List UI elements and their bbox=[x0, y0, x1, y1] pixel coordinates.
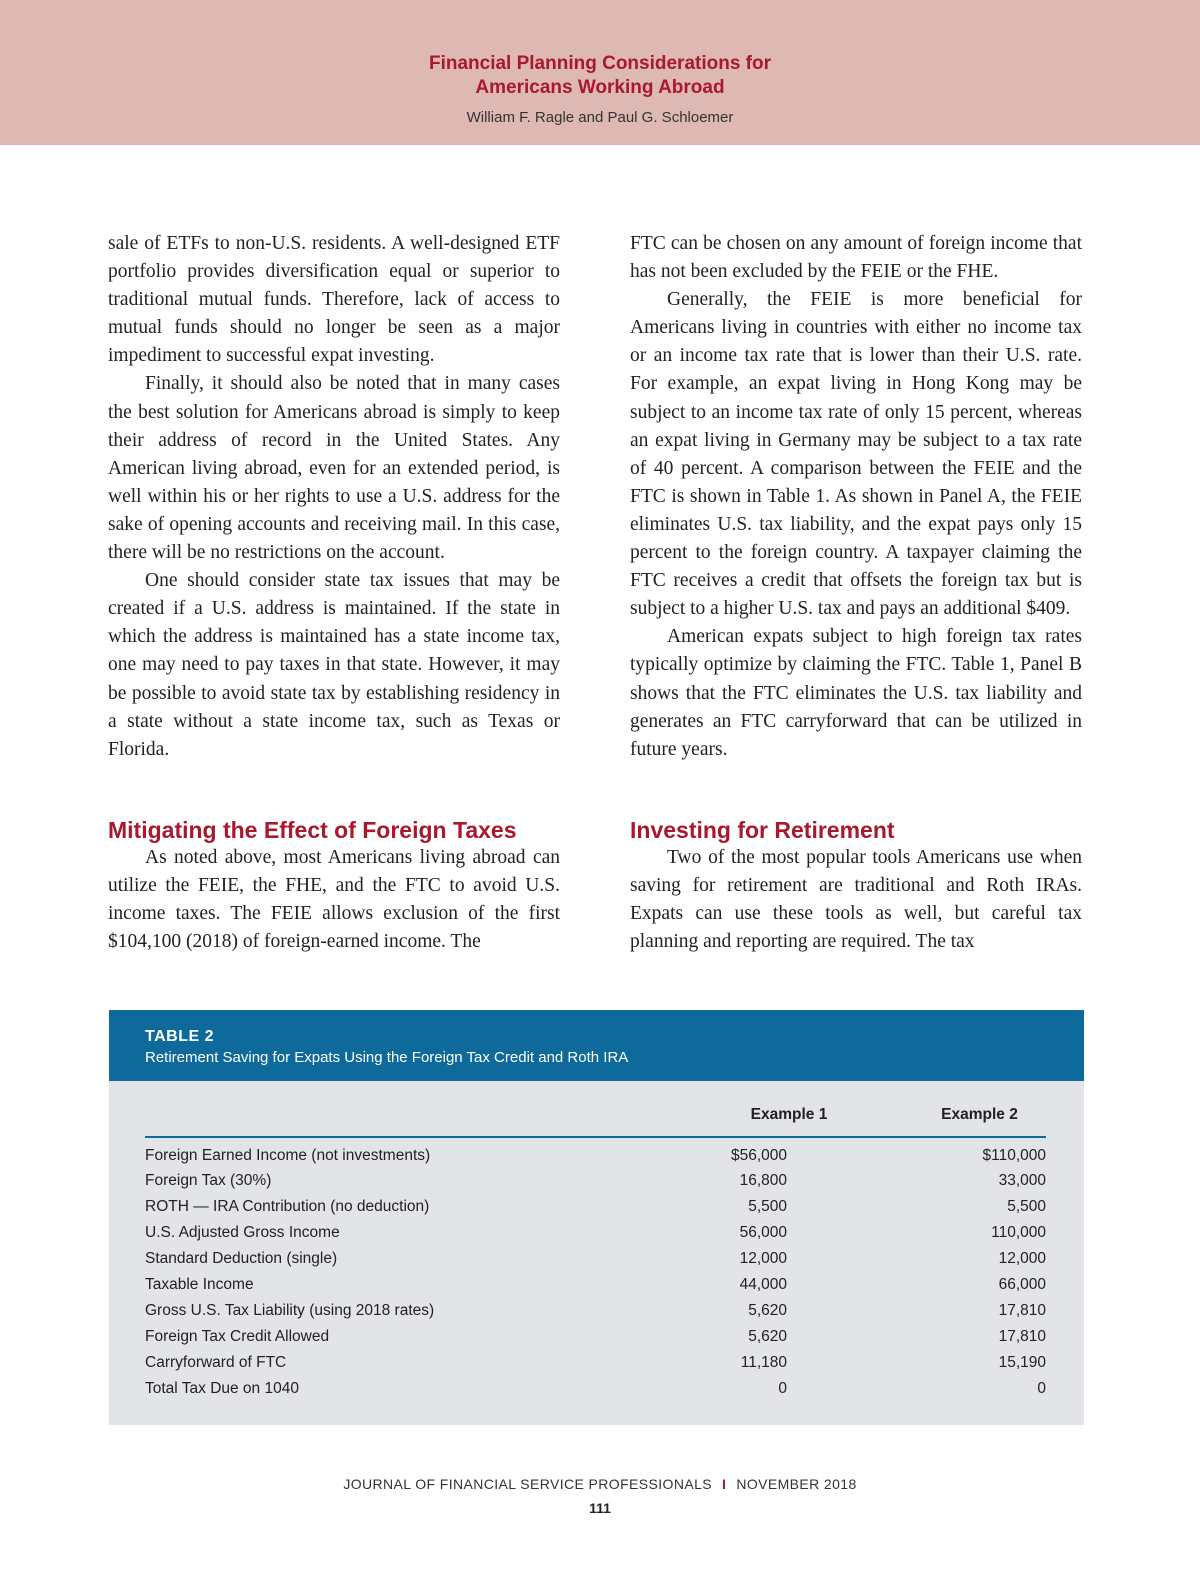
right-section bbox=[630, 816, 1082, 956]
example-2-value: 15,190 bbox=[998, 1354, 1046, 1371]
table-header bbox=[109, 1010, 1084, 1081]
example-1-value: 12,000 bbox=[739, 1250, 787, 1267]
left-paragraph-4: As noted above, most Americans living abroad can utilize the FEIE, the FHE, and the FTC to avoid U.S. income taxes. The FEIE allows exclusion of the first $104,100 (2018) of foreign-earned income. The bbox=[108, 847, 560, 953]
table-row bbox=[145, 1246, 1046, 1272]
example-2-value: 66,000 bbox=[998, 1276, 1046, 1293]
row-label: Standard Deduction (single) bbox=[145, 1250, 338, 1267]
row-label: Foreign Earned Income (not investments) bbox=[145, 1147, 431, 1164]
example-2-value: 5,500 bbox=[1007, 1198, 1046, 1215]
example-1-value: 5,620 bbox=[748, 1302, 787, 1319]
table-grid bbox=[145, 1104, 1046, 1402]
example-1-value: 56,000 bbox=[739, 1224, 787, 1241]
table-title: Retirement Saving for Expats Using the Foreign Tax Credit and Roth IRA bbox=[145, 1049, 629, 1066]
row-label: Carryforward of FTC bbox=[145, 1354, 287, 1371]
left-column bbox=[108, 230, 560, 764]
table-row bbox=[145, 1350, 1046, 1376]
table-row bbox=[145, 1168, 1046, 1194]
table-header-empty bbox=[145, 1104, 665, 1137]
footer-separator: I bbox=[722, 1476, 727, 1492]
example-2-value: $110,000 bbox=[982, 1147, 1046, 1164]
table-row bbox=[145, 1324, 1046, 1350]
example-1-value: 11,180 bbox=[740, 1354, 787, 1371]
left-paragraph-2: Finally, it should also be noted that in many cases the best solution for Americans abroad is simply to keep their address of record in the United States. Any American living abroad, even for an extended period, is well within his or her rights to use a U.S. address for the sake of opening accounts and receiving mail. In this case, there will be no restrictions on the account. bbox=[108, 373, 560, 564]
article-title-line1: Financial Planning Considerations for bbox=[428, 53, 772, 74]
table-row bbox=[145, 1272, 1046, 1298]
example-2-value: 17,810 bbox=[998, 1302, 1046, 1319]
table-row bbox=[145, 1298, 1046, 1324]
row-label: Taxable Income bbox=[145, 1276, 254, 1293]
example-2-value: 33,000 bbox=[998, 1172, 1046, 1189]
row-label: ROTH — IRA Contribution (no deduction) bbox=[145, 1198, 430, 1215]
example-2-value: 17,810 bbox=[998, 1328, 1046, 1345]
table-2 bbox=[109, 1010, 1084, 1425]
table-row bbox=[145, 1137, 1046, 1168]
table-row bbox=[145, 1220, 1046, 1246]
row-label: Gross U.S. Tax Liability (using 2018 rates) bbox=[145, 1302, 435, 1319]
column-header-example-2: Example 2 bbox=[941, 1106, 1018, 1123]
journal-name: JOURNAL OF FINANCIAL SERVICE PROFESSIONALS bbox=[343, 1476, 713, 1492]
section-heading-retirement: Investing for Retirement bbox=[630, 817, 895, 843]
right-paragraph-1: FTC can be chosen on any amount of foreign income that has not been excluded by the FEIE or the FHE. bbox=[630, 233, 1082, 283]
left-paragraph-1: sale of ETFs to non-U.S. residents. A well-designed ETF portfolio provides diversification equal or superior to traditional mutual funds. Therefore, lack of access to mutual funds should no longer be seen as a major impediment to successful expat investing. bbox=[108, 233, 560, 367]
row-label: Total Tax Due on 1040 bbox=[145, 1380, 299, 1397]
header-banner bbox=[0, 0, 1200, 145]
row-label: U.S. Adjusted Gross Income bbox=[145, 1224, 340, 1241]
right-column bbox=[630, 230, 1082, 764]
example-1-value: 44,000 bbox=[739, 1276, 787, 1293]
example-2-value: 110,000 bbox=[991, 1224, 1046, 1241]
authors: William F. Ragle and Paul G. Schloemer bbox=[466, 109, 734, 126]
left-section bbox=[108, 816, 560, 956]
right-paragraph-4: Two of the most popular tools Americans use when saving for retirement are traditional and Roth IRAs. Expats can use these tools as well, but careful tax planning and reporting are required. The tax bbox=[630, 847, 1082, 953]
example-1-value: $56,000 bbox=[730, 1147, 787, 1164]
example-2-value: 0 bbox=[1037, 1380, 1046, 1397]
table-column-headers bbox=[145, 1104, 1046, 1137]
column-header-example-1: Example 1 bbox=[750, 1106, 828, 1123]
section-heading-foreign-taxes: Mitigating the Effect of Foreign Taxes bbox=[108, 817, 517, 843]
right-paragraph-3: American expats subject to high foreign tax rates typically optimize by claiming the FTC. Table 1, Panel B shows that the FTC eliminates the U.S. tax liability and generates an FTC carryforward that can be utilized in future years. bbox=[630, 626, 1082, 760]
issue-date: NOVEMBER 2018 bbox=[736, 1476, 857, 1492]
example-1-value: 5,500 bbox=[748, 1198, 787, 1215]
footer bbox=[0, 1476, 1200, 1492]
row-label: Foreign Tax (30%) bbox=[145, 1172, 272, 1189]
table-label: TABLE 2 bbox=[145, 1028, 214, 1045]
right-paragraph-2: Generally, the FEIE is more beneficial for Americans living in countries with either no income tax or an income tax rate that is lower than their U.S. rate. For example, an expat living in Hong Kong may be subject to an income tax rate of only 15 percent, whereas an expat living in Germany may be subject to a tax rate of 40 percent. A comparison between the FEIE and the FTC is shown in Table 1. As shown in Panel A, the FEIE eliminates U.S. tax liability, and the expat pays only 15 percent to the foreign country. A taxpayer claiming the FTC receives a credit that offsets the foreign tax but is subject to a higher U.S. tax and pays an additional $409. bbox=[630, 289, 1082, 620]
row-label: Foreign Tax Credit Allowed bbox=[145, 1328, 330, 1345]
article-title-line2: Americans Working Abroad bbox=[475, 77, 725, 98]
page-number: 111 bbox=[589, 1500, 611, 1516]
example-1-value: 16,800 bbox=[739, 1172, 787, 1189]
table-row bbox=[145, 1194, 1046, 1220]
example-2-value: 12,000 bbox=[998, 1250, 1046, 1267]
example-1-value: 0 bbox=[778, 1380, 787, 1397]
example-1-value: 5,620 bbox=[748, 1328, 787, 1345]
table-row bbox=[145, 1376, 1046, 1402]
left-paragraph-3: One should consider state tax issues that may be created if a U.S. address is maintained. If the state in which the address is maintained has a state income tax, one may need to pay taxes in that state. However, it may be possible to avoid state tax by establishing residency in a state without a state income tax, such as Texas or Florida. bbox=[108, 570, 560, 760]
